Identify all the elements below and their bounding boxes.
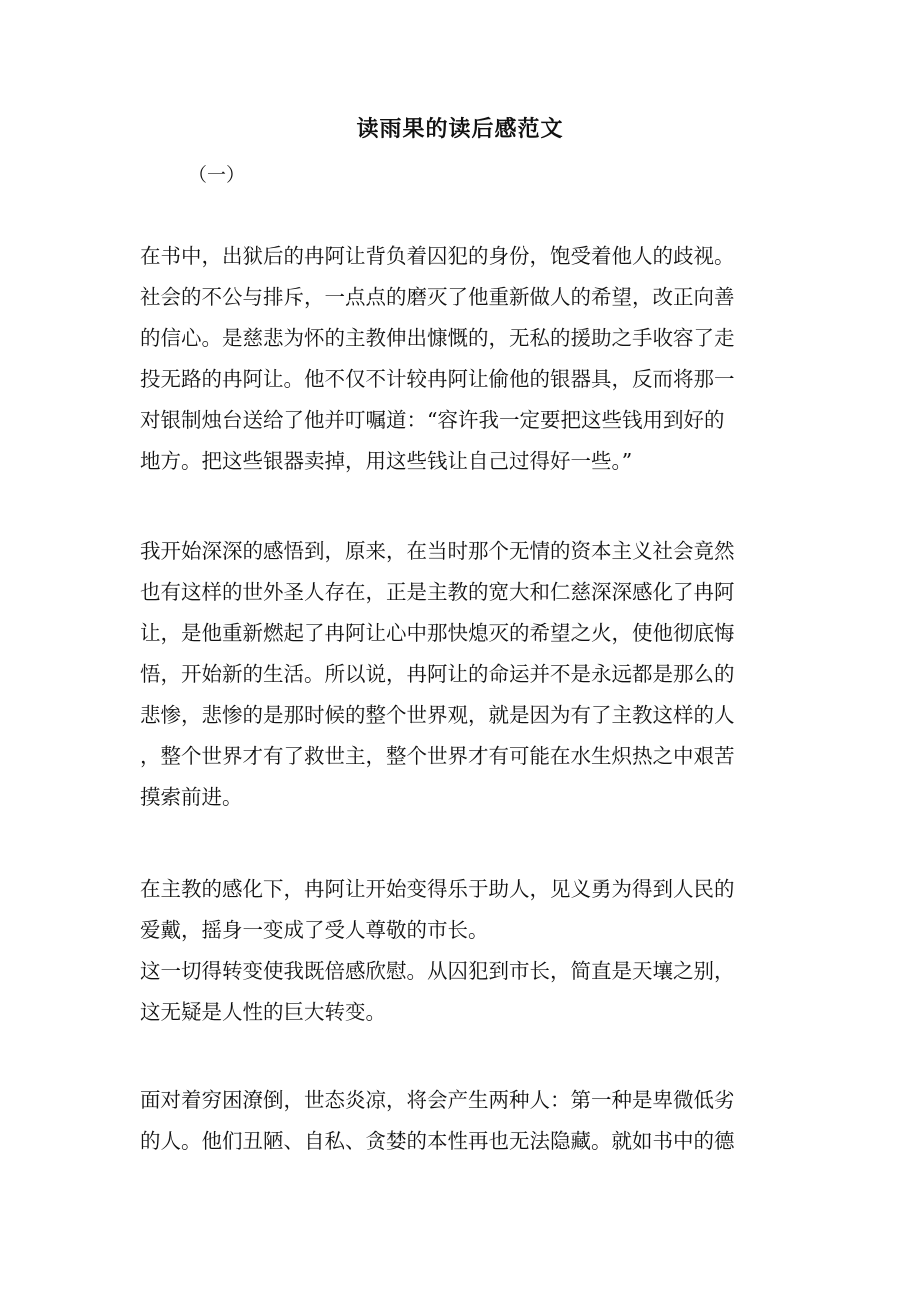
text-line: 悟，开始新的生活。所以说，冉阿让的命运并不是永远都是那么的 xyxy=(140,662,735,686)
paragraph-4 xyxy=(140,1080,780,1162)
paragraph-1 xyxy=(140,236,780,482)
text-line: 对银制烛台送给了他并叮嘱道：“容许我一定要把这些钱用到好的 xyxy=(140,408,725,432)
document-title: 读雨果的读后感范文 xyxy=(356,116,564,142)
text-line: 悲惨，悲惨的是那时候的整个世界观，就是因为有了主教这样的人 xyxy=(140,703,735,727)
text-line: 在书中，出狱后的冉阿让背负着囚犯的身份，饱受着他人的歧视。 xyxy=(140,244,735,268)
text-line: 这无疑是人性的巨大转变。 xyxy=(140,1000,386,1024)
paragraph-3 xyxy=(140,869,780,1033)
text-line: 爱戴，摇身一变成了受人尊敬的市长。 xyxy=(140,918,489,942)
text-line: 的信心。是慈悲为怀的主教伸出慷慨的，无私的援助之手收容了走 xyxy=(140,326,735,350)
text-line: ，整个世界才有了救世主，整个世界才有可能在水生炽热之中艰苦 xyxy=(140,744,735,768)
text-line: 我开始深深的感悟到，原来，在当时那个无情的资本主义社会竟然 xyxy=(140,539,735,563)
paragraph-2 xyxy=(140,531,780,818)
text-line: 社会的不公与排斥，一点点的磨灭了他重新做人的希望，改正向善 xyxy=(140,285,735,309)
text-line: 也有这样的世外圣人存在，正是主教的宽大和仁慈深深感化了冉阿 xyxy=(140,580,735,604)
text-line: 地方。把这些银器卖掉，用这些钱让自己过得好一些。” xyxy=(140,449,633,473)
text-line: 投无路的冉阿让。他不仅不计较冉阿让偷他的银器具，反而将那一 xyxy=(140,367,735,391)
section-label: （一） xyxy=(188,164,246,186)
text-line: 的人。他们丑陋、自私、贪婪的本性再也无法隐藏。就如书中的德 xyxy=(140,1129,735,1153)
text-line: 让，是他重新燃起了冉阿让心中那快熄灭的希望之火，使他彻底悔 xyxy=(140,621,735,645)
text-line: 在主教的感化下，冉阿让开始变得乐于助人，见义勇为得到人民的 xyxy=(140,877,735,901)
text-line: 这一切得转变使我既倍感欣慰。从囚犯到市长，简直是天壤之别， xyxy=(140,959,735,983)
text-line: 面对着穷困潦倒，世态炎凉，将会产生两种人：第一种是卑微低劣 xyxy=(140,1088,735,1112)
text-line: 摸索前进。 xyxy=(140,785,243,809)
